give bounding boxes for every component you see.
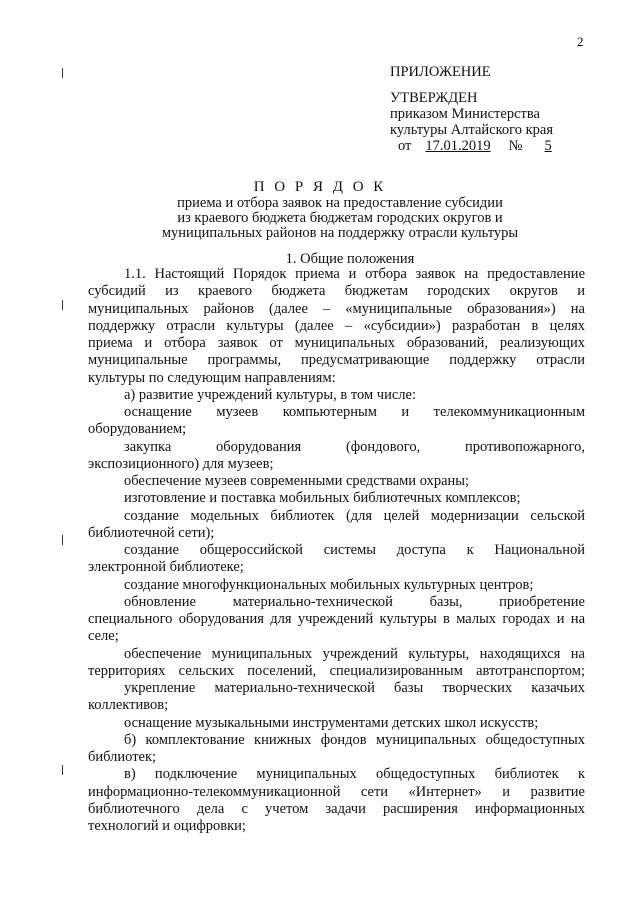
subtitle-line: муниципальных районов на поддержку отрасли культуры bbox=[161, 225, 519, 241]
body-line: оснащение музыкальными инструментами детских школ искусств; bbox=[124, 714, 539, 731]
body-line: 1.1. Настоящий Порядок приема и отбора заявок на предоставление bbox=[124, 266, 585, 282]
body-line: а) развитие учреждений культуры, в том числе: bbox=[124, 386, 416, 403]
margin-mark bbox=[62, 535, 63, 545]
body-line: поддержку отрасли культуры (далее – «субсидии») разработан в целях bbox=[88, 317, 585, 334]
body-line: библиотек; bbox=[88, 749, 157, 765]
approval-number: 5 bbox=[544, 138, 552, 154]
body-line: изготовление и поставка мобильных библиотечных комплексов; bbox=[124, 490, 521, 507]
body-line: субсидий из краевого бюджета бюджетам городских округов и bbox=[88, 283, 585, 300]
subtitle-line: приема и отбора заявок на предоставление субсидии bbox=[177, 195, 503, 211]
body-line: создание модельных библиотек (для целей модернизации сельской bbox=[124, 507, 585, 524]
from-label: от bbox=[398, 138, 412, 154]
section-heading: 1. Общие положения bbox=[285, 251, 415, 267]
page-number: 2 bbox=[577, 34, 584, 49]
body-line: экспозиционного) для музеев; bbox=[88, 455, 274, 472]
body-line: селе; bbox=[88, 628, 119, 645]
margin-mark bbox=[62, 300, 63, 310]
body-line: создание многофункциональных мобильных культурных центров; bbox=[124, 576, 534, 593]
body-line: оснащение музеев компьютерным и телекоммуникационным bbox=[124, 404, 585, 420]
body-line: муниципальные программы, предусматривающие поддержку отрасли bbox=[88, 352, 585, 369]
body-line: коллективов; bbox=[88, 697, 169, 714]
document-title: П О Р Я Д О К bbox=[253, 179, 387, 195]
body-line: создание общероссийской системы доступа к Национальной bbox=[124, 542, 585, 558]
approval-date-line bbox=[398, 138, 570, 154]
approved-label: УТВЕРЖДЕН bbox=[390, 90, 478, 106]
body-line: оборудованием; bbox=[88, 421, 187, 438]
appendix-heading: ПРИЛОЖЕНИЕ bbox=[390, 64, 491, 80]
approval-ministry-line: культуры Алтайского края bbox=[390, 122, 554, 138]
body-line: территориях сельских поселений, специализированным автотранспортом; bbox=[88, 662, 585, 679]
body-line: б) комплектование книжных фондов муниципальных общедоступных bbox=[124, 731, 585, 748]
body-line: обеспечение муниципальных учреждений культуры, находящихся на bbox=[124, 645, 585, 662]
margin-mark bbox=[62, 68, 63, 78]
body-line: закупка оборудования (фондового, противопожарного, bbox=[124, 438, 585, 455]
body-line: обеспечение музеев современными средствами охраны; bbox=[124, 473, 470, 489]
body-line: обновление материально-технической базы, приобретение bbox=[124, 593, 585, 610]
approval-date: 17.01.2019 bbox=[425, 138, 491, 154]
body-line: специального оборудования для учреждений культуры в малых городах и на bbox=[88, 611, 585, 627]
body-line: библиотечной сети); bbox=[88, 524, 215, 541]
body-line: культуры по следующим направлениям: bbox=[88, 369, 336, 386]
body-line: электронной библиотеке; bbox=[88, 559, 244, 576]
body-line: муниципальных районов (далее – «муниципальные образования») на bbox=[88, 300, 585, 317]
body-line: библиотечного дела с учетом задачи расширения информационных bbox=[88, 800, 585, 817]
body-text bbox=[88, 266, 585, 835]
body-line: приема и отбора заявок от муниципальных образований, реализующих bbox=[88, 335, 585, 351]
body-line: в) подключение муниципальных общедоступных библиотек к bbox=[124, 766, 585, 783]
subtitle-line: из краевого бюджета бюджетам городских округов и bbox=[177, 210, 503, 226]
body-line: технологий и оцифровки; bbox=[88, 818, 246, 834]
number-label: № bbox=[508, 138, 523, 154]
margin-mark bbox=[62, 765, 63, 775]
body-line: укрепление материально-технической базы творческих казачьих bbox=[124, 680, 585, 696]
approval-order-line: приказом Министерства bbox=[390, 106, 540, 122]
body-line: информационно-телекоммуникационной сети «Интернет» и развитие bbox=[88, 783, 585, 800]
